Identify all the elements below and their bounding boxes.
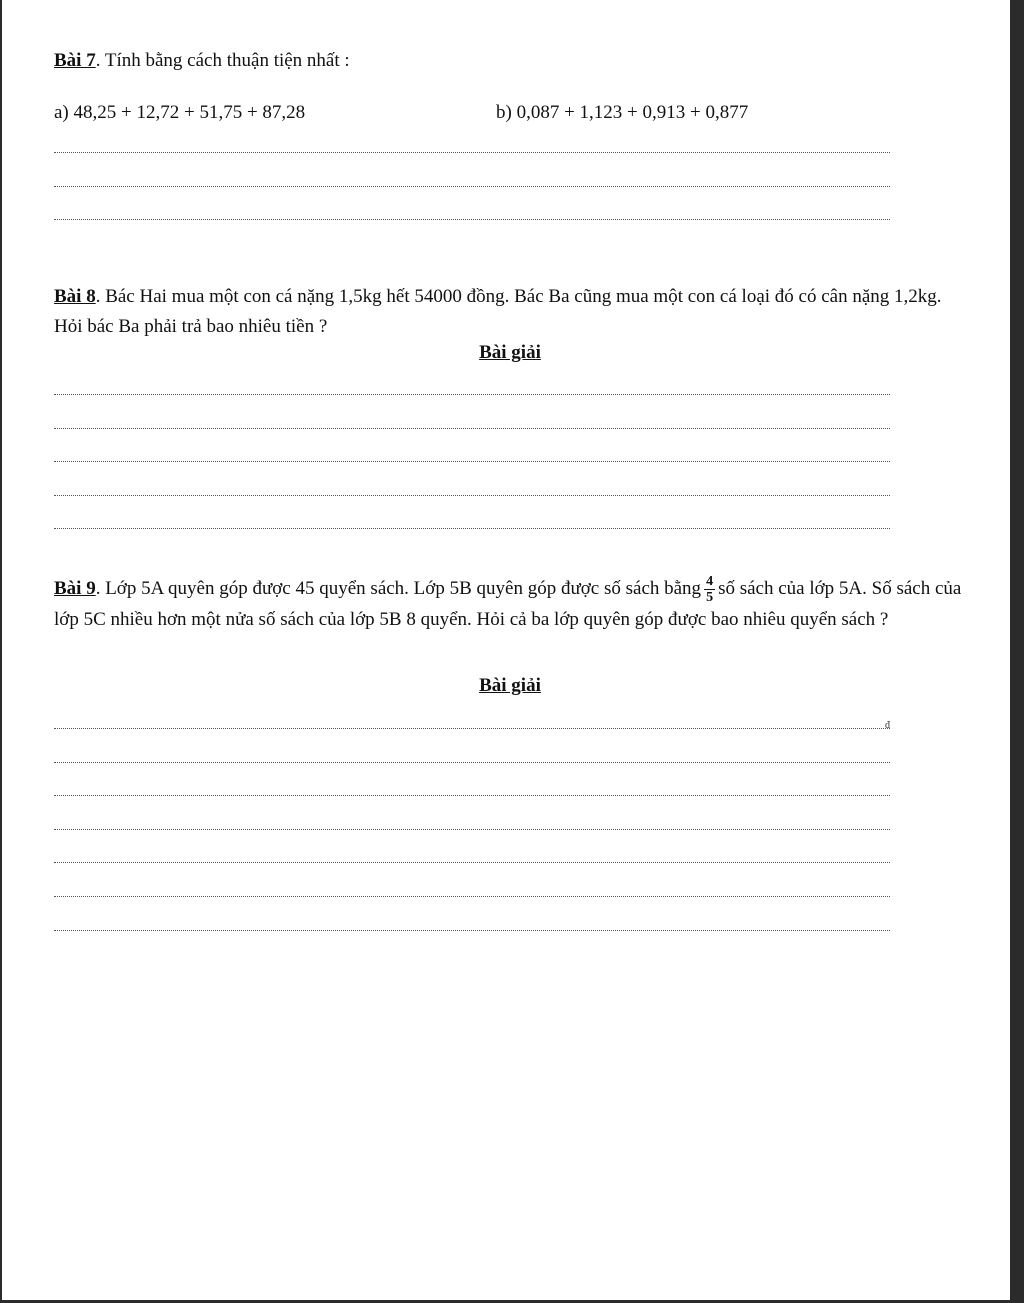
answer-line[interactable] — [54, 728, 890, 729]
worksheet-page — [2, 0, 1010, 1300]
exercise-8-text — [54, 282, 974, 342]
exercise-8-solution-heading: Bài giải — [479, 342, 541, 363]
fraction-denominator: 5 — [706, 590, 714, 606]
answer-line[interactable] — [54, 862, 890, 863]
answer-line[interactable] — [54, 795, 890, 796]
exercise-7-part-b: b) 0,087 + 1,123 + 0,913 + 0,877 — [496, 102, 749, 123]
answer-line[interactable] — [54, 495, 890, 496]
answer-line[interactable] — [54, 152, 890, 153]
exercise-9-body-end: số sách của lớp 5A. Số sách của lớp 5C nhiều hơn một nửa số sách của lớp 5B 8 quyển. Hỏi cả ba lớp quyên góp được bao nhiêu quyển sách ? — [54, 578, 962, 631]
answer-line[interactable] — [54, 186, 890, 187]
answer-line[interactable] — [54, 219, 890, 220]
exercise-7-title — [54, 46, 974, 76]
answer-line[interactable] — [54, 461, 890, 462]
fraction-numerator: 4 — [706, 574, 714, 590]
exercise-9-solution-heading: Bài giải — [479, 675, 541, 696]
exercise-7-part-a: a) 48,25 + 12,72 + 51,75 + 87,28 — [54, 102, 306, 123]
exercise-7-prompt: . Tính bằng cách thuận tiện nhất : — [95, 50, 350, 71]
answer-line[interactable] — [54, 896, 890, 897]
answer-line[interactable] — [54, 762, 890, 763]
exercise-8-label: Bài 8 — [54, 286, 96, 307]
exercise-9-text — [54, 574, 974, 635]
exercise-8-body: . Bác Hai mua một con cá nặng 1,5kg hết 54000 đồng. Bác Ba cũng mua một con cá loại đó có cân nặng 1,2kg. Hỏi bác Ba phải trả bao nhiêu tiền ? — [54, 286, 942, 337]
margin-mark: đ — [885, 720, 890, 731]
answer-line[interactable] — [54, 394, 890, 395]
answer-line[interactable] — [54, 428, 890, 429]
answer-line[interactable] — [54, 930, 890, 931]
fraction-four-fifths — [704, 574, 715, 605]
exercise-7-label: Bài 7 — [54, 50, 96, 71]
answer-line[interactable] — [54, 829, 890, 830]
answer-line[interactable] — [54, 528, 890, 529]
exercise-9-body-start: . Lớp 5A quyên góp được 45 quyển sách. Lớp 5B quyên góp được số sách bằng — [95, 578, 702, 599]
exercise-9-label: Bài 9 — [54, 578, 96, 599]
